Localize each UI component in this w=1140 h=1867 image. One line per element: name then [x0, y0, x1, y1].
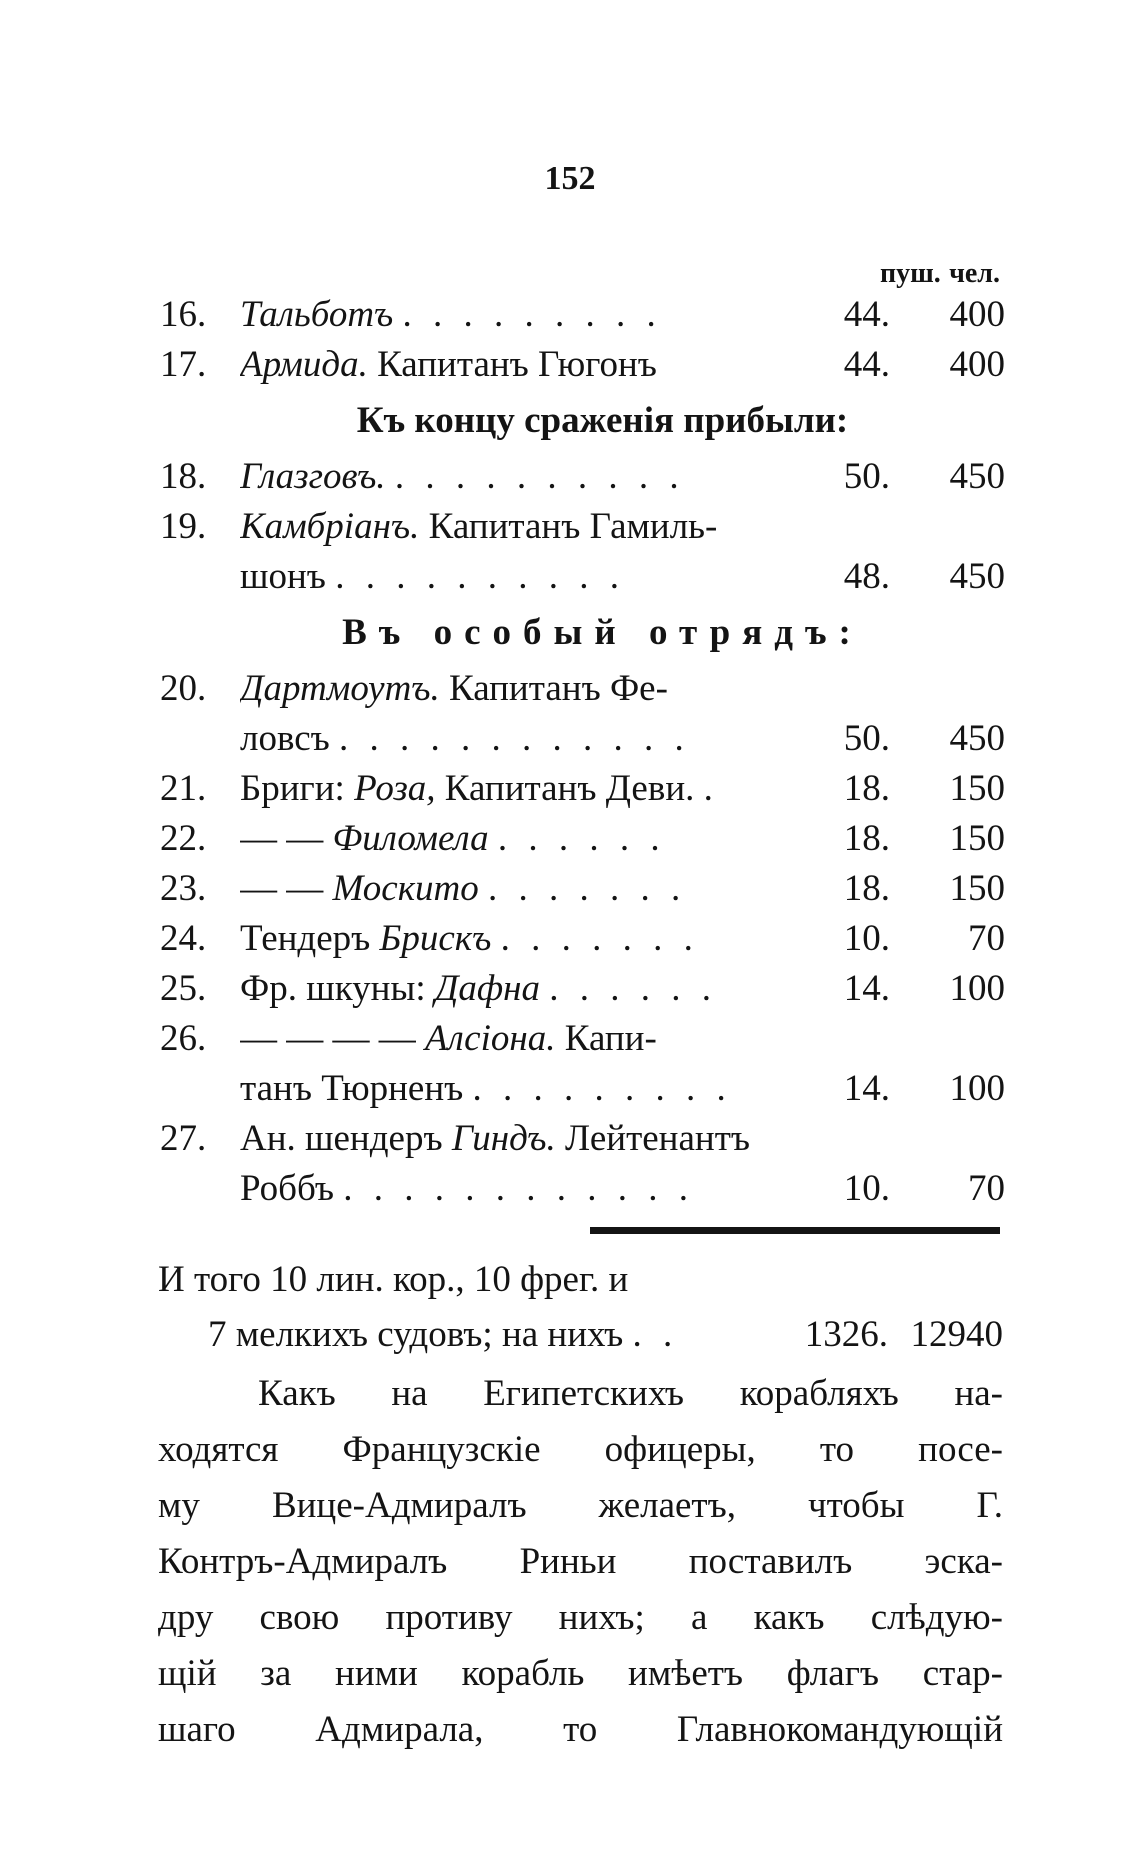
row-number: 22.: [160, 818, 207, 859]
ship-entry: [240, 864, 810, 914]
vessel-type: Тендеръ: [240, 918, 371, 959]
ship-name: Дартмоутъ.: [240, 668, 440, 709]
ship-name: Армида.: [240, 344, 368, 385]
vessel-type: Ан. шендеръ: [240, 1118, 443, 1159]
ship-entry: [240, 290, 810, 340]
ship-row: [160, 664, 1005, 714]
guns-count: 48.: [843, 556, 890, 597]
ship-entry: [240, 1164, 810, 1214]
crew-count: 150: [949, 868, 1005, 909]
ship-row: [160, 290, 1005, 340]
row-number: 26.: [160, 1018, 207, 1059]
row-number: 17.: [160, 344, 207, 385]
ship-row: [160, 452, 1005, 502]
row-number: 16.: [160, 294, 207, 335]
section-heading-arrived: Къ концу сраженія прибыли:: [356, 400, 849, 441]
captain-text: Лейтенантъ: [565, 1118, 750, 1159]
captain-text: Капи-: [564, 1018, 657, 1059]
total-leader-dots: . .: [632, 1314, 679, 1355]
guns-count: 44.: [843, 344, 890, 385]
ship-row-continuation: [160, 1064, 1005, 1114]
total-line: [158, 1307, 1003, 1362]
ship-entry: [240, 764, 810, 814]
column-headers: [880, 258, 1000, 290]
column-header-men: чел.: [949, 258, 1000, 289]
ship-row: [160, 764, 1005, 814]
leader-dots: . . . . . . .: [488, 868, 687, 909]
ship-row: [160, 814, 1005, 864]
paragraph-line: шаго Адмирала, то Главнокомандующій: [158, 1709, 1003, 1750]
ship-list: [160, 290, 1005, 1214]
ship-name: Гиндъ.: [451, 1118, 556, 1159]
leader-dots: . . . . . . .: [500, 918, 699, 959]
leader-dots: . . . . . .: [549, 968, 718, 1009]
paragraph-line: Контръ-Адмиралъ Риньи поставилъ эска-: [158, 1541, 1003, 1582]
column-header-guns: пуш.: [880, 258, 941, 289]
crew-count: 150: [949, 818, 1005, 859]
ship-name: Москито: [332, 868, 479, 909]
crew-count: 70: [968, 1168, 1005, 1209]
total-divider-rule: [590, 1227, 1000, 1234]
total-men: 12940: [910, 1314, 1003, 1355]
ship-name: Роза,: [354, 768, 436, 809]
ship-row: [160, 964, 1005, 1014]
guns-count: 50.: [843, 456, 890, 497]
total-line: [158, 1252, 1003, 1307]
ship-name: Камбріанъ.: [240, 506, 420, 547]
vessel-type: Фр. шкуны:: [240, 968, 426, 1009]
paragraph-line: дру свою противу нихъ; а какъ слѣдую-: [158, 1597, 1003, 1638]
section-heading-detachment: Въ особый отрядъ:: [342, 612, 863, 653]
vessel-type: — —: [240, 818, 324, 859]
ship-row-continuation: [160, 1164, 1005, 1214]
crew-count: 450: [949, 718, 1005, 759]
leader-dots: . . . . . . . . . . . .: [339, 718, 690, 759]
total-vessels-text: 7 мелкихъ судовъ; на нихъ: [208, 1314, 624, 1355]
ship-name: Филомела: [332, 818, 489, 859]
ship-entry: [240, 452, 810, 502]
captain-text: Капитанъ Гюгонъ: [377, 344, 657, 385]
ship-name: Глазговъ.: [240, 456, 386, 497]
captain-text: Капитанъ Гамиль-: [428, 506, 718, 547]
guns-count: 14.: [843, 1068, 890, 1109]
crew-count: 100: [949, 1068, 1005, 1109]
vessel-type: — — — —: [240, 1018, 416, 1059]
crew-count: 450: [949, 456, 1005, 497]
row-number: 19.: [160, 506, 207, 547]
ship-entry: [240, 552, 810, 602]
row-number: 20.: [160, 668, 207, 709]
guns-count: 10.: [843, 1168, 890, 1209]
row-number: 25.: [160, 968, 207, 1009]
continuation-text: шонъ: [240, 556, 326, 597]
body-paragraph: [158, 1366, 1003, 1758]
guns-count: 50.: [843, 718, 890, 759]
paragraph-line: ходятся Французскіе офицеры, то посе-: [158, 1429, 1003, 1470]
crew-count: 100: [949, 968, 1005, 1009]
crew-count: 70: [968, 918, 1005, 959]
paragraph-line: Какъ на Египетскихъ корабляхъ на-: [258, 1373, 1003, 1414]
continuation-text: Роббъ: [240, 1168, 335, 1209]
ship-row: [160, 1014, 1005, 1064]
guns-count: 18.: [843, 768, 890, 809]
total-text-line-1: И того 10 лин. кор., 10 фрег. и: [158, 1259, 629, 1300]
ship-entry: [240, 814, 810, 864]
ship-row: [160, 340, 1005, 390]
ship-entry: [240, 1014, 810, 1064]
paragraph-line: щій за ними корабль имѣетъ флагъ стар-: [158, 1653, 1003, 1694]
continuation-text: ловсъ: [240, 718, 330, 759]
guns-count: 10.: [843, 918, 890, 959]
ship-entry: [240, 714, 810, 764]
continuation-text: танъ Тюрненъ: [240, 1068, 464, 1109]
ship-row: [160, 864, 1005, 914]
guns-count: 14.: [843, 968, 890, 1009]
ship-name: Алсіона.: [425, 1018, 556, 1059]
row-number: 21.: [160, 768, 207, 809]
leader-dots: . . . . . . . . . . . .: [343, 1168, 695, 1209]
crew-count: 150: [949, 768, 1005, 809]
total-text-line-2: [208, 1307, 788, 1362]
ship-entry: [240, 664, 810, 714]
ship-row-continuation: [160, 714, 1005, 764]
captain-text: Капитанъ Фе-: [449, 668, 668, 709]
ship-row: [160, 1114, 1005, 1164]
leader-dots: . . . . . . . . . .: [394, 456, 685, 497]
leader-dots: . . . . . . . . .: [402, 294, 662, 335]
leader-dots: . . . . . . . . .: [472, 1068, 732, 1109]
ship-entry: [240, 340, 810, 390]
guns-count: 18.: [843, 868, 890, 909]
ship-row-continuation: [160, 552, 1005, 602]
guns-count: 18.: [843, 818, 890, 859]
ship-name: Тальботъ: [240, 294, 394, 335]
ship-entry: [240, 1114, 810, 1164]
row-number: 18.: [160, 456, 207, 497]
page-number: 152: [544, 160, 596, 197]
ship-row: [160, 502, 1005, 552]
ship-row: [160, 914, 1005, 964]
crew-count: 400: [949, 344, 1005, 385]
row-number: 27.: [160, 1118, 207, 1159]
captain-text: Капитанъ Деви.: [444, 768, 695, 809]
ship-entry: [240, 1064, 810, 1114]
leader-dots: .: [703, 768, 719, 809]
crew-count: 400: [949, 294, 1005, 335]
ship-name: Дафна: [434, 968, 541, 1009]
total-guns: 1326.: [804, 1314, 888, 1355]
vessel-type: — —: [240, 868, 324, 909]
crew-count: 450: [949, 556, 1005, 597]
ship-entry: [240, 964, 810, 1014]
ship-name: Брискъ: [379, 918, 492, 959]
vessel-type: Бриги:: [240, 768, 345, 809]
guns-count: 44.: [843, 294, 890, 335]
total-summary: [158, 1252, 1003, 1362]
leader-dots: . . . . . . . . . .: [335, 556, 625, 597]
row-number: 24.: [160, 918, 207, 959]
ship-entry: [240, 502, 810, 552]
paragraph-line: му Вице-Адмиралъ желаетъ, чтобы Г.: [158, 1485, 1003, 1526]
leader-dots: . . . . . .: [497, 818, 666, 859]
ship-entry: [240, 914, 810, 964]
row-number: 23.: [160, 868, 207, 909]
